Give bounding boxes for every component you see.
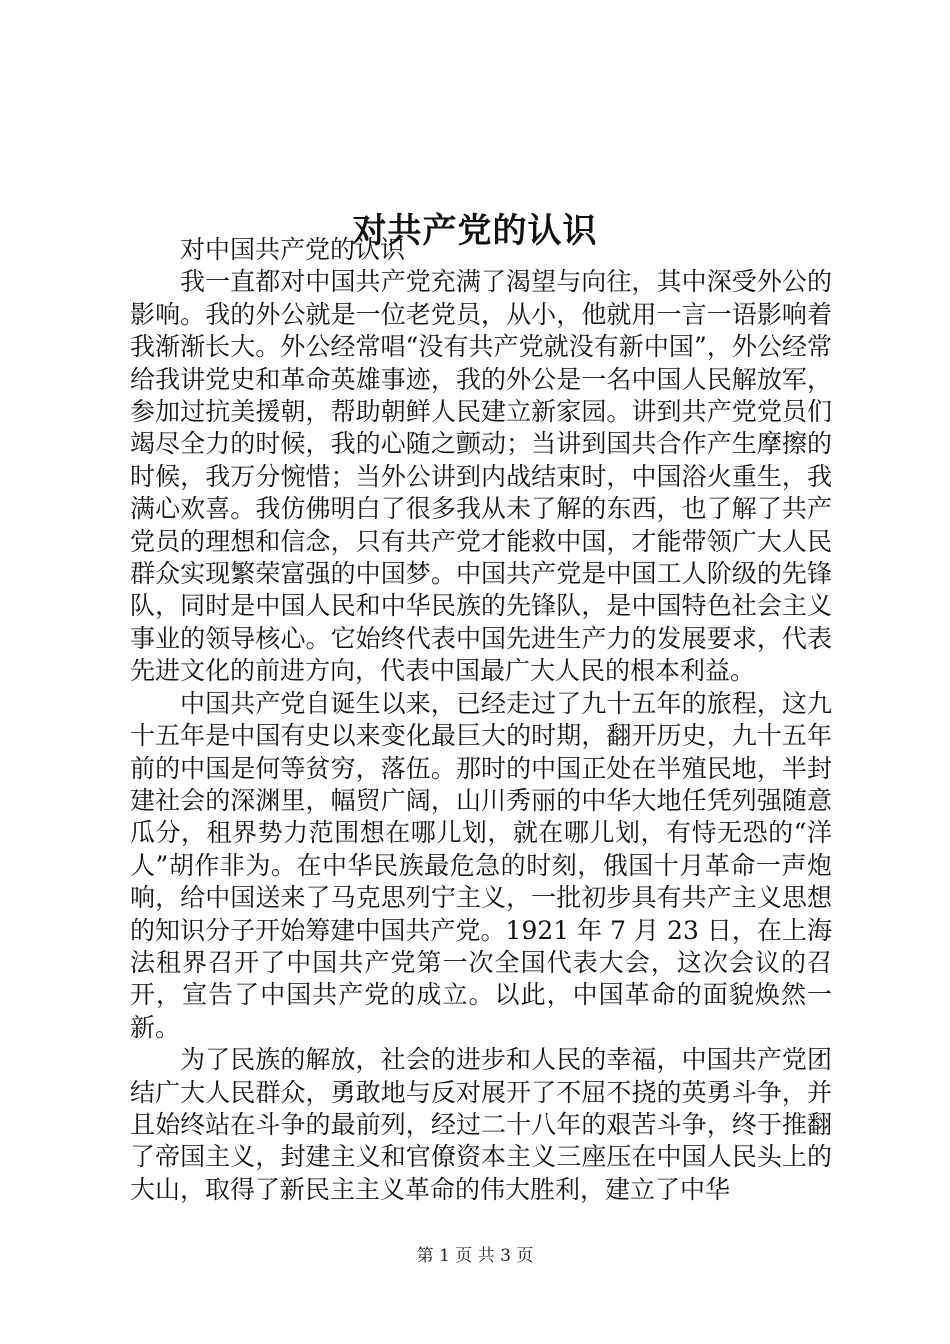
page-footer: 第 1 页 共 3 页 (416, 1246, 534, 1266)
paragraph-2: 中国共产党自诞生以来，已经走过了九十五年的旅程，这九十五年是中国有史以来变化最巨大的时期，翻开历史，九十五年前的中国是何等贫穷，落伍。那时的中国正处在半殖民地，半封建社会的深渊里，幅贸广阔，山川秀丽的中华大地任凭列强随意瓜分，租界势力范围想在哪儿划，就在哪儿划，有恃无恐的“洋人”胡作非为。在中华民族最危急的时刻，俄国十月革命一声炮响，给中国送来了马克思列宁主义，一批初步具有共产主义思想的知识分子开始筹建中国共产党。1921 年 7 月 23 日，在上海法租界召开了中国共产党第一次全国代表大会，这次会议的召开，宣告了中国共产党的成立。以此，中国革命的面貌焕然一新。 (130, 688, 832, 1042)
document-subtitle: 对中国共产党的认识 (180, 235, 406, 264)
document-body (130, 234, 832, 1206)
document-title: 对共产党的认识 (352, 210, 598, 251)
paragraph-3: 为了民族的解放，社会的进步和人民的幸福，中国共产党团结广大人民群众，勇敢地与反对展开了不屈不挠的英勇斗争，并且始终站在斗争的最前列，经过二十八年的艰苦斗争，终于推翻了帝国主义，封建主义和官僚资本主义三座压在中国人民头上的大山，取得了新民主主义革命的伟大胜利，建立了中华 (130, 1045, 832, 1204)
paragraph-1: 我一直都对中国共产党充满了渴望与向往，其中深受外公的影响。我的外公就是一位老党员，从小，他就用一言一语影响着我渐渐长大。外公经常唱“没有共产党就没有新中国”，外公经常给我讲党史和革命英雄事迹，我的外公是一名中国人民解放军，参加过抗美援朝，帮助朝鲜人民建立新家园。讲到共产党党员们竭尽全力的时候，我的心随之颤动；当讲到国共合作产生摩擦的时候，我万分惋惜；当外公讲到内战结束时，中国浴火重生，我满心欢喜。我仿佛明白了很多我从未了解的东西，也了解了共产党员的理想和信念，只有共产党才能救中国，才能带领广大人民群众实现繁荣富强的中国梦。中国共产党是中国工人阶级的先锋队，同时是中国人民和中华民族的先锋队，是中国特色社会主义事业的领导核心。它始终代表中国先进生产力的发展要求，代表先进文化的前进方向，代表中国最广大人民的根本利益。 (130, 267, 832, 686)
